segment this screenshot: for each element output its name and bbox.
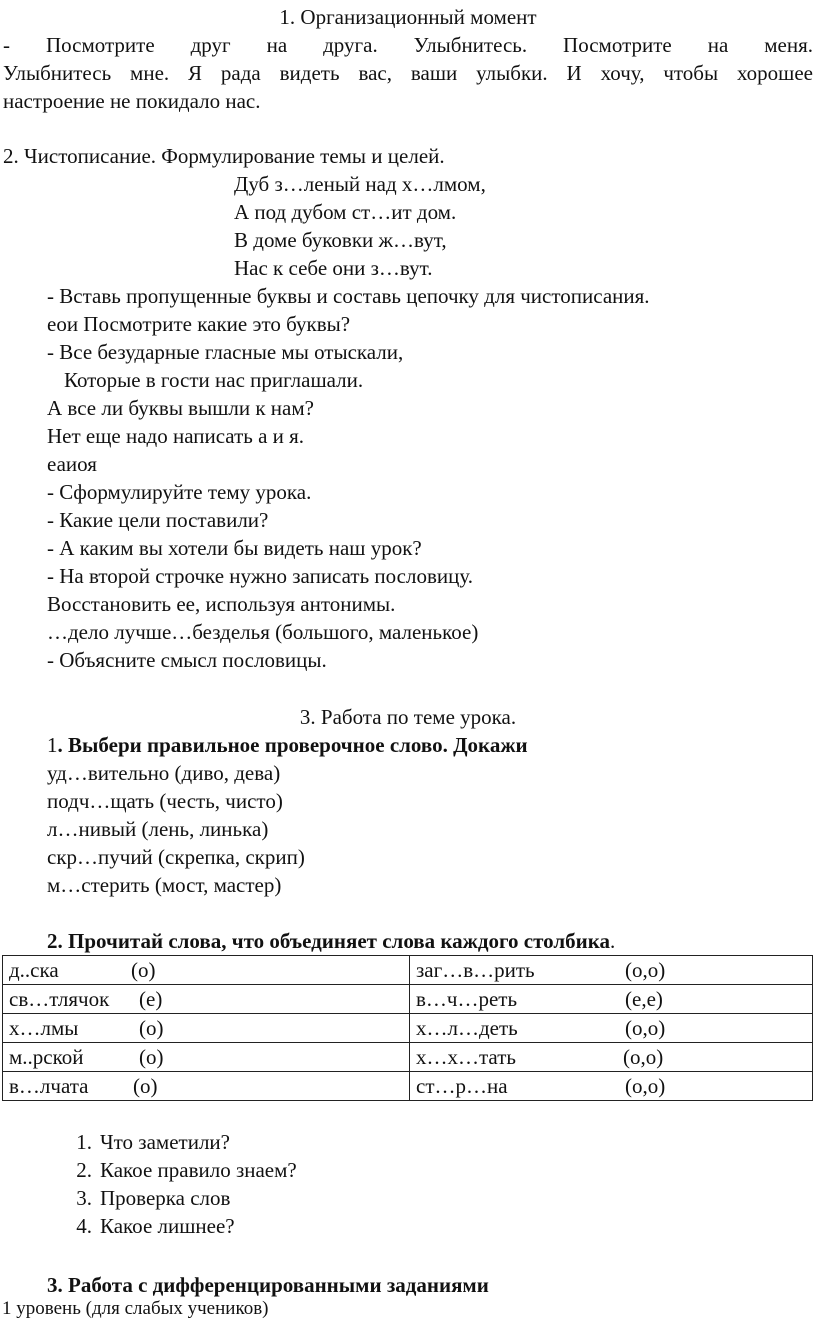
text-line: Нет еще надо написать а и я. [47, 424, 305, 448]
question-text: Проверка слов [100, 1186, 231, 1210]
text-line: - А каким вы хотели бы видеть наш урок? [47, 536, 422, 560]
question-item [60, 1213, 235, 1239]
poem-line: В доме буковки ж…вут, [234, 228, 447, 252]
section-2-title: 2. Чистописание. Формулирование темы и целей. [3, 144, 445, 168]
question-item [60, 1129, 230, 1155]
table-cell-left [3, 1072, 410, 1101]
text-line: - Сформулируйте тему урока. [47, 480, 312, 504]
text-line: - На второй строчке нужно записать пословицу. [47, 564, 474, 588]
hint: (е) [139, 986, 163, 1011]
poem-line: А под дубом ст…ит дом. [234, 200, 457, 224]
table-cell-right [410, 1072, 813, 1101]
word: м..рской [9, 1044, 84, 1069]
table-row [3, 956, 813, 985]
task-1-number: 1 [47, 733, 58, 757]
text-line: еои Посмотрите какие это буквы? [47, 312, 351, 336]
task-1-item: скр…пучий (скрепка, скрип) [47, 845, 305, 869]
hint: (о) [139, 1044, 164, 1069]
paragraph-line: настроение не покидало нас. [3, 89, 261, 113]
poem-line: Дуб з…леный над х…лмом, [234, 172, 486, 196]
level-1-label: 1 уровень (для слабых учеников) [2, 1298, 269, 1319]
table-cell-left [3, 956, 410, 985]
paragraph-line: - Посмотрите друг на друга. Улыбнитесь. Посмотрите на меня. [3, 33, 813, 57]
section-3-title: 3. Работа по теме урока. [299, 705, 517, 729]
section-4-title: 3. Работа с дифференцированными заданиями [47, 1273, 489, 1297]
text-line: - Объясните смысл пословицы. [47, 648, 327, 672]
table-cell-right [410, 1014, 813, 1043]
question-number: 1. [76, 1130, 92, 1154]
hint: (о) [139, 1015, 164, 1040]
table-cell-right [410, 1043, 813, 1072]
paragraph-line: Улыбнитесь мне. Я рада видеть вас, ваши улыбки. И хочу, чтобы хорошее [3, 61, 813, 85]
question-number: 2. [76, 1158, 92, 1182]
text-line: …дело лучше…безделья (большого, маленькое) [47, 620, 479, 644]
text-line: - Все безударные гласные мы отыскали, [47, 340, 404, 364]
table-row [3, 1072, 813, 1101]
text-line: - Какие цели поставили? [47, 508, 269, 532]
word: ст…р…на [416, 1073, 508, 1098]
word: в…ч…реть [416, 986, 518, 1011]
task-1-heading [47, 732, 528, 758]
task-2-heading [47, 928, 615, 954]
word: х…лмы [9, 1015, 79, 1040]
task-1-item: уд…вительно (диво, дева) [47, 761, 281, 785]
task-1-title: . Выбери правильное проверочное слово. Докажи [57, 733, 528, 757]
word: д..ска [9, 957, 59, 982]
task-1-item: л…нивый (лень, линька) [47, 817, 269, 841]
table-row [3, 1014, 813, 1043]
task-2-title: 2. Прочитай слова, что объединяет слова каждого столбика [47, 929, 611, 953]
question-number: 4. [76, 1214, 92, 1238]
word: св…тлячок [9, 986, 110, 1011]
table-row [3, 985, 813, 1014]
hint: (о,о) [625, 1073, 666, 1098]
task-1-item: подч…щать (честь, чисто) [47, 789, 283, 813]
question-item [60, 1185, 230, 1211]
hint: (о) [133, 1073, 158, 1098]
word: х…х…тать [416, 1044, 516, 1069]
question-item [60, 1157, 297, 1183]
table-cell-left [3, 1014, 410, 1043]
word: х…л…деть [416, 1015, 518, 1040]
words-table [2, 955, 813, 1101]
hint: (о) [131, 957, 156, 982]
task-2-period: . [610, 929, 616, 953]
poem-line: Нас к себе они з…вут. [234, 256, 433, 280]
table-cell-right [410, 985, 813, 1014]
hint: (о,о) [623, 1044, 664, 1069]
table-cell-right [410, 956, 813, 985]
section-1-title: 1. Организационный момент [279, 5, 537, 29]
question-text: Какое правило знаем? [100, 1158, 297, 1182]
text-line: Которые в гости нас приглашали. [64, 368, 364, 392]
text-line: еаиоя [47, 452, 97, 476]
table-cell-left [3, 985, 410, 1014]
text-line: А все ли буквы вышли к нам? [47, 396, 314, 420]
word: заг…в…рить [416, 957, 535, 982]
hint: (о,о) [625, 1015, 666, 1040]
task-1-item: м…стерить (мост, мастер) [47, 873, 282, 897]
text-line: - Вставь пропущенные буквы и составь цепочку для чистописания. [47, 284, 650, 308]
question-text: Что заметили? [100, 1130, 230, 1154]
table-cell-left [3, 1043, 410, 1072]
question-text: Какое лишнее? [100, 1214, 235, 1238]
question-number: 3. [76, 1186, 92, 1210]
hint: (о,о) [625, 957, 666, 982]
hint: (е,е) [625, 986, 663, 1011]
table-row [3, 1043, 813, 1072]
word: в…лчата [9, 1073, 89, 1098]
text-line: Восстановить ее, используя антонимы. [47, 592, 396, 616]
